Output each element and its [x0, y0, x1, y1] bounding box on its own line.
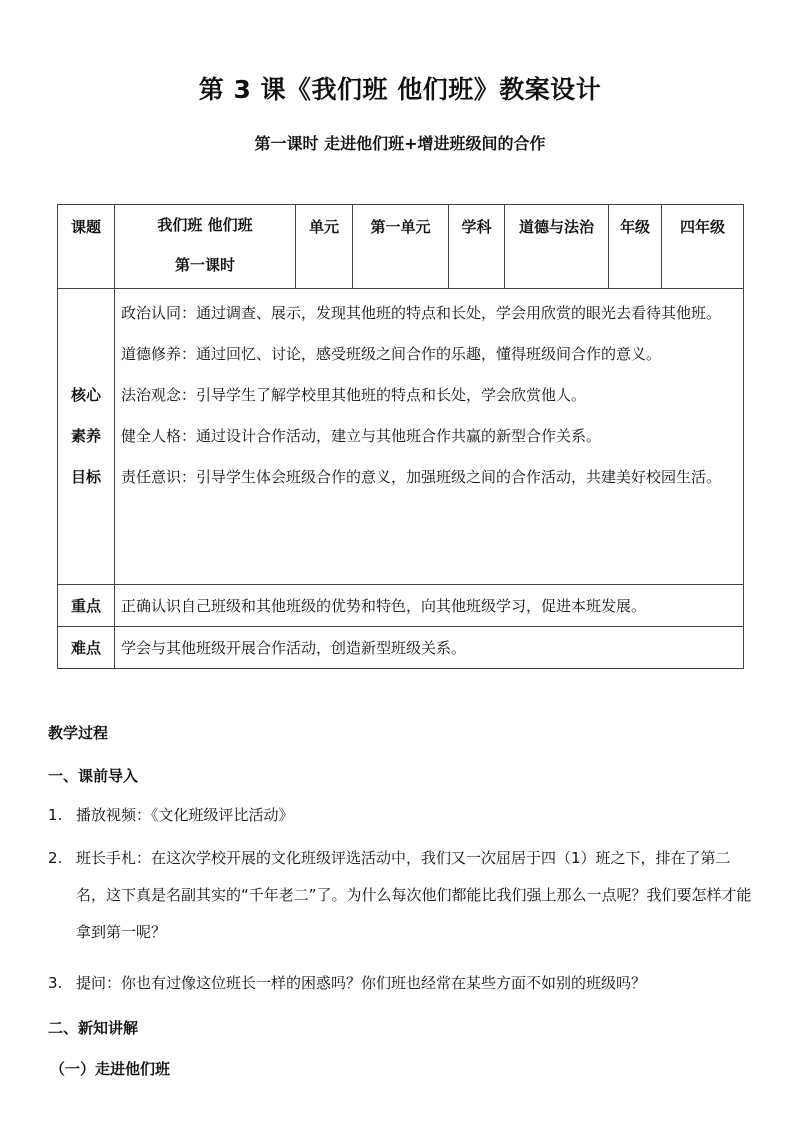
part2-title: 二、新知讲解 [48, 1019, 139, 1037]
difficulty-row [58, 627, 744, 669]
topic-label: 课题 [58, 205, 115, 289]
grade-label: 年级 [609, 205, 662, 289]
difficulty-text: 学会与其他班级开展合作活动，创造新型班级关系。 [115, 627, 744, 669]
list-item-number: 1. [48, 806, 63, 824]
topic-line-2: 第一课时 [174, 256, 235, 274]
goals-label-line-3: 目标 [70, 468, 101, 486]
document-title: 第 3 课《我们班 他们班》教案设计 [198, 75, 602, 104]
part1-title: 一、课前导入 [48, 767, 139, 785]
goal-law: 法治观念：引导学生了解学校里其他班的特点和长处，学会欣赏他人。 [121, 386, 587, 404]
unit-label: 单元 [296, 205, 353, 289]
subject-value: 道德与法治 [505, 205, 609, 289]
list-item-number: 2. [48, 849, 63, 867]
lesson-info-table [57, 204, 744, 669]
unit-value: 第一单元 [353, 205, 449, 289]
list-item-number: 3. [48, 974, 63, 992]
list-item-text: 班长手札：在这次学校开展的文化班级评选活动中，我们又一次屈居于四（1）班之下，排在了第二名，这下真是名副其实的“千年老二”了。为什么每次他们都能比我们强上那么一点呢？我们要怎样才能拿到第一呢？ [76, 849, 752, 941]
difficulty-label: 难点 [58, 627, 115, 669]
process-heading: 教学过程 [48, 724, 109, 742]
goal-personality: 健全人格：通过设计合作活动，建立与其他班合作共赢的新型合作关系。 [121, 427, 602, 445]
key-point-text: 正确认识自己班级和其他班级的优势和特色，向其他班级学习，促进本班发展。 [115, 585, 744, 627]
goals-content [115, 289, 744, 585]
key-point-label: 重点 [58, 585, 115, 627]
list-item-text: 播放视频：《文化班级评比活动》 [76, 806, 294, 824]
list-item-text: 提问：你也有过像这位班长一样的困惑吗？你们班也经常在某些方面不如别的班级吗？ [76, 974, 647, 992]
list-item [48, 840, 758, 951]
list-item [48, 797, 758, 834]
goal-political: 政治认同：通过调查、展示，发现其他班的特点和长处，学会用欣赏的眼光去看待其他班。 [121, 304, 722, 322]
goal-responsibility: 责任意识：引导学生体会班级合作的意义，加强班级之间的合作活动，共建美好校园生活。 [121, 468, 722, 486]
subject-label: 学科 [449, 205, 505, 289]
document-subtitle: 第一课时 走进他们班+增进班级间的合作 [254, 134, 546, 153]
goals-label-line-2: 素养 [70, 427, 101, 445]
goals-row [58, 289, 744, 585]
goals-label-line-1: 核心 [70, 386, 101, 404]
sub1-title: （一）走进他们班 [50, 1060, 171, 1078]
topic-value [115, 205, 296, 289]
goals-label [58, 289, 115, 585]
table-header-row [58, 205, 744, 289]
list-item [48, 965, 758, 1002]
topic-line-1: 我们班 他们班 [157, 216, 253, 234]
goal-moral: 道德修养：通过回忆、讨论，感受班级之间合作的乐趣，懂得班级间合作的意义。 [121, 345, 662, 363]
key-point-row [58, 585, 744, 627]
grade-value: 四年级 [662, 205, 744, 289]
